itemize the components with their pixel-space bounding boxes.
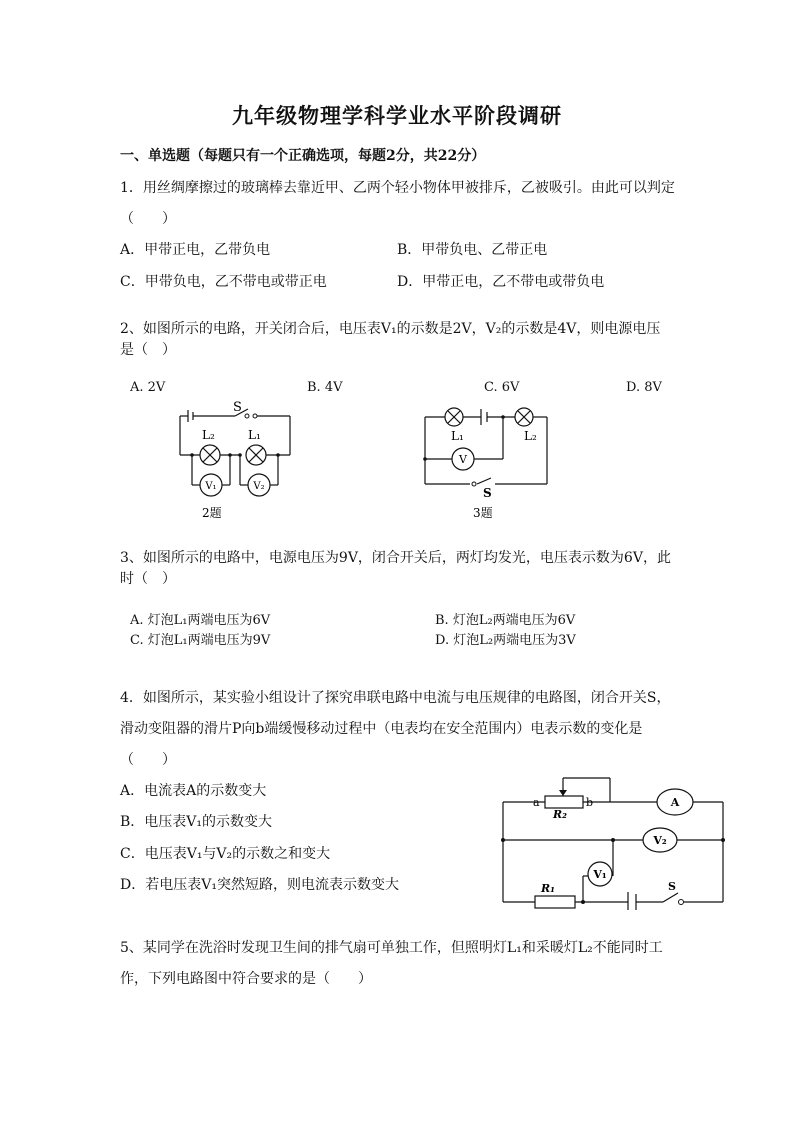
fig2-caption: 2题 — [202, 506, 222, 520]
q3-option-c: C. 灯泡L₁两端电压为9V — [130, 633, 271, 648]
fig3-switch-label: S — [483, 486, 492, 500]
fig2-lamp-left-label: L₂ — [202, 428, 215, 442]
section-heading: 一、单选题（每题只有一个正确选项，每题2分，共22分） — [120, 148, 486, 164]
q1-option-d: D．甲带正电，乙不带电或带负电 — [397, 274, 605, 290]
q4-option-a: A．电流表A的示数变大 — [120, 783, 267, 799]
switch-contact-icon — [245, 414, 249, 418]
q2-option-c: C. 6V — [484, 380, 520, 395]
q3-stem-line1: 3、如图所示的电路中，电源电压为9V，闭合开关后，两灯均发光，电压表示数为6V，此 — [120, 550, 671, 566]
fig3-lamp-right-label: L₂ — [524, 429, 537, 443]
fig2-lamp-right-label: L₁ — [248, 428, 261, 442]
q1-blank: （ ） — [120, 211, 176, 227]
q2-option-d: D. 8V — [626, 380, 662, 395]
q1-option-a: A．甲带正电，乙带负电 — [120, 242, 271, 258]
q2-stem-line2: 是（ ） — [120, 342, 176, 358]
q4-stem-line1: 4．如图所示，某实验小组设计了探究串联电路中电流与电压规律的电路图，闭合开关S， — [120, 690, 671, 706]
fig4-b-label: b — [586, 796, 594, 809]
q4-option-b: B．电压表V₁的示数变大 — [120, 814, 273, 830]
switch-contact-icon — [253, 414, 257, 418]
fig4-switch-label: S — [668, 880, 676, 893]
lamp-l1-icon — [246, 445, 266, 465]
fig4-v2-label: V₂ — [653, 834, 667, 847]
q4-circuit-diagram — [495, 768, 735, 910]
fig4-r1-label: R₁ — [541, 882, 555, 895]
fig2-meter-right-label: V₂ — [253, 481, 265, 492]
fig4-ammeter-label: A — [670, 796, 680, 809]
q2-option-a: A. 2V — [130, 380, 166, 395]
q2-stem-line1: 2、如图所示的电路，开关闭合后，电压表V₁的示数是2V，V₂的示数是4V，则电源电压 — [120, 321, 661, 337]
q3-option-a: A. 灯泡L₁两端电压为6V — [130, 613, 271, 628]
q1-option-c: C．甲带负电，乙不带电或带正电 — [120, 274, 327, 290]
q3-option-b: B. 灯泡L₂两端电压为6V — [435, 613, 576, 628]
q2-circuit-diagram — [160, 395, 310, 525]
lamp-l2-icon — [515, 408, 533, 426]
q4-blank: （ ） — [120, 752, 176, 768]
q5-stem-line1: 5、某同学在洗浴时发现卫生间的排气扇可单独工作，但照明灯L₁和采暖灯L₂不能同时工 — [120, 940, 663, 956]
slider-arrow-icon — [559, 790, 567, 796]
q4-option-c: C．电压表V₁与V₂的示数之和变大 — [120, 846, 331, 862]
page-title: 九年级物理学科学业水平阶段调研 — [232, 103, 562, 128]
q3-circuit-diagram — [415, 400, 565, 525]
fig3-caption: 3题 — [473, 506, 493, 520]
fig3-meter-label: V — [459, 453, 467, 466]
fig4-r2-label: R₂ — [553, 808, 567, 821]
q1-stem: 1．用丝绸摩擦过的玻璃棒去靠近甲、乙两个轻小物体甲被排斥，乙被吸引。由此可以判定 — [120, 180, 675, 196]
fig4-a-label: a — [533, 796, 540, 809]
fig2-switch-label: S — [233, 400, 242, 415]
q4-option-d: D．若电压表V₁突然短路，则电流表示数变大 — [120, 877, 399, 893]
q4-stem-line2: 滑动变阻器的滑片P向b端缓慢移动过程中（电表均在安全范围内）电表示数的变化是 — [120, 721, 643, 737]
q3-option-d: D. 灯泡L₂两端电压为3V — [435, 633, 576, 648]
fig3-lamp-left-label: L₁ — [451, 429, 464, 443]
q2-option-b: B. 4V — [307, 380, 343, 395]
switch-contact-icon — [679, 900, 684, 905]
lamp-l2-icon — [200, 445, 220, 465]
lamp-l1-icon — [445, 408, 463, 426]
q5-stem-line2: 作，下列电路图中符合要求的是（ ） — [120, 971, 372, 987]
switch-contact-icon — [472, 482, 476, 486]
q1-option-b: B．甲带负电、乙带正电 — [397, 242, 548, 258]
fig2-meter-left-label: V₁ — [205, 481, 217, 492]
fig4-v1-label: V₁ — [593, 868, 607, 881]
q3-stem-line2: 时（ ） — [120, 571, 176, 587]
